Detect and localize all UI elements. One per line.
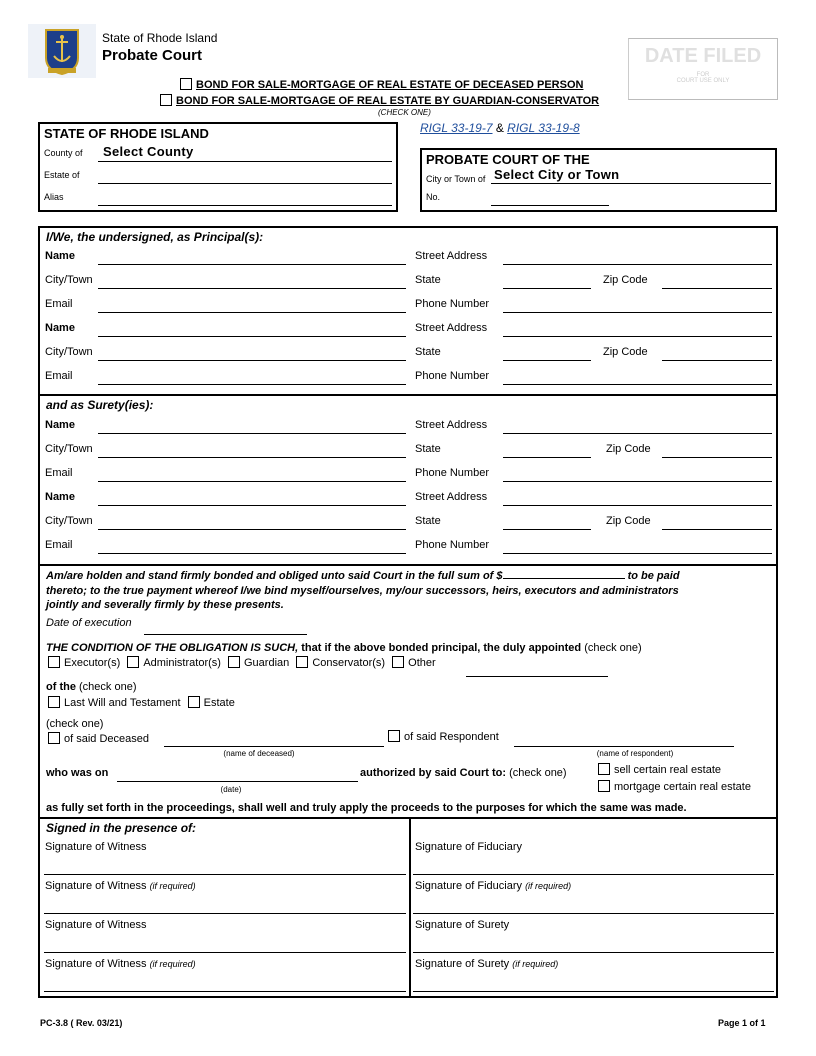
surety-state-field[interactable] <box>503 529 591 530</box>
state-box-title: STATE OF RHODE ISLAND <box>44 126 209 141</box>
principal-field[interactable] <box>98 360 406 361</box>
principal-label: Phone Number <box>415 298 489 310</box>
of-the-label <box>46 681 136 693</box>
surety-field[interactable] <box>98 553 406 554</box>
guardian-label: Guardian <box>244 657 290 669</box>
respondent-checkbox[interactable] <box>388 730 400 742</box>
alias-label: Alias <box>44 192 64 202</box>
fiduciary-signature-label: Signature of Fiduciary (if required) <box>415 880 572 892</box>
other-field[interactable] <box>466 676 608 677</box>
fiduciary-signature-label: Signature of Surety (if required) <box>415 958 559 970</box>
witness-signature-field[interactable] <box>44 874 406 875</box>
principal-label: Name <box>45 250 75 262</box>
rigl-link-1[interactable]: RIGL 33-19-7 <box>420 121 493 135</box>
fiduciary-signature-label: Signature of Surety <box>415 919 510 931</box>
who-was-on-date-field[interactable] <box>117 781 358 782</box>
estate-field[interactable] <box>98 183 392 184</box>
surety-label: State <box>415 443 441 455</box>
principal-label: Phone Number <box>415 370 489 382</box>
sell-checkbox[interactable] <box>598 763 610 775</box>
surety-field[interactable] <box>503 481 772 482</box>
other-label: Other <box>408 657 436 669</box>
respondent-label: of said Respondent <box>404 731 499 743</box>
obligation-line1: Am/are holden and stand firmly bonded and obliged unto said Court in the full sum of $ <box>46 570 503 582</box>
check-one-note: (CHECK ONE) <box>378 108 431 117</box>
witness-signature-field[interactable] <box>44 952 406 953</box>
administrator-checkbox[interactable] <box>127 656 139 668</box>
of-the-bold: of the <box>46 681 76 693</box>
surety-field[interactable] <box>98 481 406 482</box>
principal-label: State <box>415 274 441 286</box>
principal-field[interactable] <box>98 264 406 265</box>
surety-field[interactable] <box>98 433 406 434</box>
fiduciary-signature-field[interactable] <box>413 952 774 953</box>
witness-signature-field[interactable] <box>44 913 406 914</box>
who-was-on-label: who was on <box>46 767 109 779</box>
estate-checkbox[interactable] <box>188 696 200 708</box>
no-label: No. <box>426 192 441 202</box>
court-use-label: FOR COURT USE ONLY <box>676 72 730 84</box>
estate-option-label: Estate <box>203 697 235 709</box>
surety-label: Street Address <box>415 491 488 503</box>
principal-zip-field[interactable] <box>662 288 772 289</box>
surety-label: Phone Number <box>415 467 489 479</box>
principal-field[interactable] <box>503 384 772 385</box>
principal-field[interactable] <box>503 264 772 265</box>
surety-zip-field[interactable] <box>662 457 772 458</box>
check-one-hint: (check one) <box>581 642 642 654</box>
option-deceased[interactable] <box>180 78 583 91</box>
date-caption: (date) <box>220 785 242 794</box>
other-checkbox[interactable] <box>392 656 404 668</box>
witness-signature-field[interactable] <box>44 991 406 992</box>
principal-field[interactable] <box>503 336 772 337</box>
surety-heading: and as Surety(ies): <box>46 398 154 412</box>
surety-label: Email <box>45 539 73 551</box>
condition-text <box>46 642 642 654</box>
administrator-label: Administrator(s) <box>143 657 221 669</box>
signatures-heading: Signed in the presence of: <box>46 821 197 835</box>
executor-label: Executor(s) <box>64 657 121 669</box>
date-execution-label: Date of execution <box>46 617 132 629</box>
mortgage-option <box>598 780 751 793</box>
check-one-hint-2: (check one) <box>75 681 137 693</box>
deceased-checkbox[interactable] <box>48 732 60 744</box>
surety-label: Phone Number <box>415 539 489 551</box>
principal-field[interactable] <box>503 312 772 313</box>
obligation-tail: to be paid <box>627 570 680 582</box>
rigl-amp: & <box>492 121 508 135</box>
surety-field[interactable] <box>503 553 772 554</box>
principal-heading: I/We, the undersigned, as Principal(s): <box>46 230 264 244</box>
checkbox[interactable] <box>180 78 192 90</box>
surety-field[interactable] <box>98 505 406 506</box>
date-filed-label: DATE FILED <box>644 45 762 67</box>
deceased-name-field[interactable] <box>164 746 384 747</box>
authorized-bold: authorized by said Court to: <box>360 767 507 779</box>
principal-zip-label: Zip Code <box>603 346 648 358</box>
fiduciary-signature-field[interactable] <box>413 874 774 875</box>
will-label: Last Will and Testament <box>64 697 181 709</box>
principal-label: Email <box>45 298 73 310</box>
estate-label: Estate of <box>44 170 80 180</box>
principal-label: Street Address <box>415 250 488 262</box>
mortgage-label: mortgage certain real estate <box>614 781 751 793</box>
check-one-hint-4: (check one) <box>506 767 567 779</box>
surety-zip-field[interactable] <box>662 529 772 530</box>
principal-zip-label: Zip Code <box>603 274 648 286</box>
principal-label: Name <box>45 322 75 334</box>
city-label: City or Town of <box>426 174 486 184</box>
obligation-line2: thereto; to the true payment whereof I/we bind myself/ourselves, my/our successors, heirs, executors and administrators <box>46 584 679 597</box>
principal-label: State <box>415 346 441 358</box>
fiduciary-signature-label: Signature of Fiduciary <box>415 841 522 853</box>
surety-label: State <box>415 515 441 527</box>
principal-state-field[interactable] <box>503 288 591 289</box>
city-select[interactable]: Select City or Town <box>494 167 620 182</box>
fiduciary-signature-field[interactable] <box>413 913 774 914</box>
respondent-caption: (name of respondent) <box>596 749 674 758</box>
condition-rest: that if the above bonded principal, the duly appointed <box>298 642 582 654</box>
obligation-line3: jointly and severally firmly by these presents. <box>46 599 284 611</box>
principal-label: City/Town <box>45 274 93 286</box>
final-clause: as fully set forth in the proceedings, shall well and truly apply the proceeds to the purposes for which the same was made. <box>46 802 687 814</box>
principal-state-field[interactable] <box>503 360 591 361</box>
rigl-links <box>420 121 580 135</box>
form-number: PC-3.8 ( Rev. 03/21) <box>40 1018 123 1028</box>
respondent-option <box>388 730 499 743</box>
court-name: Probate Court <box>102 47 203 64</box>
surety-zip-label: Zip Code <box>606 443 651 455</box>
county-select[interactable]: Select County <box>103 144 194 159</box>
obligation-paragraph <box>46 569 774 613</box>
checkbox[interactable] <box>160 94 172 106</box>
principal-field[interactable] <box>98 312 406 313</box>
county-label: County of <box>44 148 83 158</box>
surety-label: City/Town <box>45 515 93 527</box>
option-guardian-label: BOND FOR SALE-MORTGAGE OF REAL ESTATE BY GUARDIAN-CONSERVATOR <box>176 95 600 107</box>
alias-field[interactable] <box>98 205 392 206</box>
surety-label: Street Address <box>415 419 488 431</box>
witness-signature-label: Signature of Witness <box>45 919 147 931</box>
will-checkbox[interactable] <box>48 696 60 708</box>
surety-label: Email <box>45 467 73 479</box>
date-filed-box <box>628 38 778 100</box>
surety-zip-label: Zip Code <box>606 515 651 527</box>
respondent-name-field[interactable] <box>514 746 734 747</box>
principal-field[interactable] <box>98 288 406 289</box>
state-seal <box>28 24 96 78</box>
surety-field[interactable] <box>503 433 772 434</box>
surety-field[interactable] <box>98 529 406 530</box>
date-execution-field[interactable] <box>144 634 307 635</box>
condition-bold: THE CONDITION OF THE OBLIGATION IS SUCH, <box>46 642 299 654</box>
surety-field[interactable] <box>503 505 772 506</box>
principal-label: City/Town <box>45 346 93 358</box>
sell-label: sell certain real estate <box>614 764 721 776</box>
rigl-link-2[interactable]: RIGL 33-19-8 <box>507 121 580 135</box>
principal-zip-field[interactable] <box>662 360 772 361</box>
deceased-option <box>48 732 149 745</box>
sum-field[interactable] <box>503 569 625 579</box>
fiduciary-signature-field[interactable] <box>413 991 774 992</box>
witness-signature-label: Signature of Witness (if required) <box>45 958 196 970</box>
court-box-title: PROBATE COURT OF THE <box>426 152 590 167</box>
mortgage-checkbox[interactable] <box>598 780 610 792</box>
principal-label: Email <box>45 370 73 382</box>
surety-label: Name <box>45 491 75 503</box>
option-guardian[interactable] <box>160 94 599 107</box>
option-deceased-label: BOND FOR SALE-MORTGAGE OF REAL ESTATE OF DECEASED PERSON <box>196 79 584 91</box>
surety-field[interactable] <box>98 457 406 458</box>
principal-field[interactable] <box>98 336 406 337</box>
surety-label: City/Town <box>45 443 93 455</box>
deceased-caption: (name of deceased) <box>223 749 295 758</box>
conservator-checkbox[interactable] <box>296 656 308 668</box>
sell-option <box>598 763 721 776</box>
surety-label: Name <box>45 419 75 431</box>
executor-checkbox[interactable] <box>48 656 60 668</box>
role-options <box>48 656 436 669</box>
instrument-options <box>48 696 235 709</box>
principal-field[interactable] <box>98 384 406 385</box>
page-number: Page 1 of 1 <box>718 1018 766 1028</box>
guardian-checkbox[interactable] <box>228 656 240 668</box>
case-number-field[interactable] <box>491 205 609 206</box>
witness-signature-label: Signature of Witness <box>45 841 147 853</box>
deceased-label: of said Deceased <box>64 733 149 745</box>
witness-signature-label: Signature of Witness (if required) <box>45 880 196 892</box>
principal-label: Street Address <box>415 322 488 334</box>
conservator-label: Conservator(s) <box>312 657 386 669</box>
check-one-3: (check one) <box>46 718 104 730</box>
state-name: State of Rhode Island <box>102 31 218 45</box>
authorized-text <box>360 767 567 779</box>
surety-state-field[interactable] <box>503 457 591 458</box>
